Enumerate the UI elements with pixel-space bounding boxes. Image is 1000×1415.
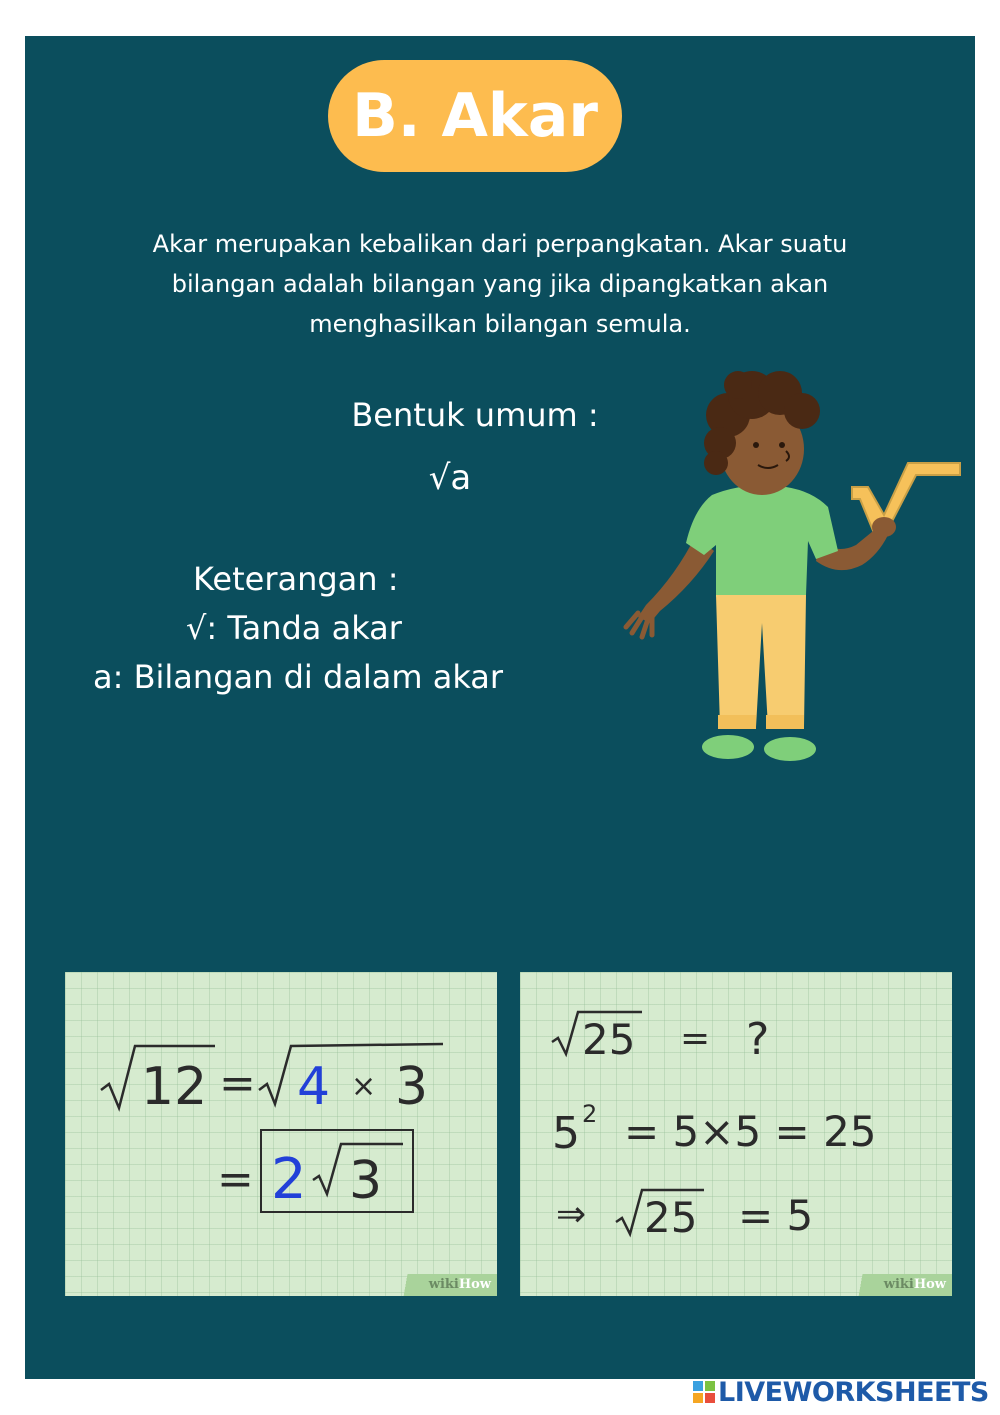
result-text: = 5 <box>738 1191 814 1240</box>
intro-paragraph <box>100 224 900 344</box>
liveworksheets-brand <box>693 1374 989 1410</box>
legend-item-radicand: a: Bilangan di dalam akar <box>93 658 504 696</box>
coefficient-2: 2 <box>271 1147 307 1212</box>
page-title: B. Akar <box>328 60 622 172</box>
boy-holding-root-sign-illustration <box>616 355 966 775</box>
expansion-text: = 5×5 = 25 <box>624 1107 877 1156</box>
intro-line: bilangan adalah bilangan yang jika dipangkatkan akan <box>171 270 829 298</box>
equals-sign: = <box>680 1018 711 1059</box>
exponent-2: 2 <box>582 1100 598 1128</box>
example-simplify-figure <box>65 972 497 1296</box>
equals-sign: = <box>219 1058 256 1109</box>
wikihow-watermark: wikiHow <box>842 1274 952 1296</box>
legend-item-root-sign: √: Tanda akar <box>186 609 402 647</box>
inner-factor-4: 4 <box>297 1057 331 1117</box>
radicand-3: 3 <box>349 1151 383 1211</box>
intro-line: menghasilkan bilangan semula. <box>309 310 691 338</box>
general-form-formula: √a <box>428 458 472 498</box>
implies-arrow: ⇒ <box>556 1194 587 1235</box>
brand-name: LIVEWORKSHEETS <box>718 1376 989 1408</box>
example-card-square-root <box>520 972 952 1296</box>
example-card-simplify <box>65 972 497 1296</box>
base-5: 5 <box>552 1108 580 1159</box>
legend-title: Keterangan : <box>193 560 399 598</box>
radicand-12: 12 <box>141 1057 208 1117</box>
example-square-root-figure <box>520 972 952 1296</box>
intro-line: Akar merupakan kebalikan dari perpangkatan. Akar suatu <box>152 230 848 258</box>
inner-factor-3: 3 <box>395 1057 429 1117</box>
general-form-label: Bentuk umum : <box>351 396 599 434</box>
wikihow-watermark: wikiHow <box>387 1274 497 1296</box>
radicand-25: 25 <box>582 1015 636 1064</box>
question-mark: ? <box>746 1014 770 1065</box>
equals-sign: = <box>217 1154 254 1205</box>
radicand-25: 25 <box>644 1193 698 1242</box>
times-sign: × <box>351 1069 377 1104</box>
liveworksheets-logo-icon <box>693 1381 715 1403</box>
